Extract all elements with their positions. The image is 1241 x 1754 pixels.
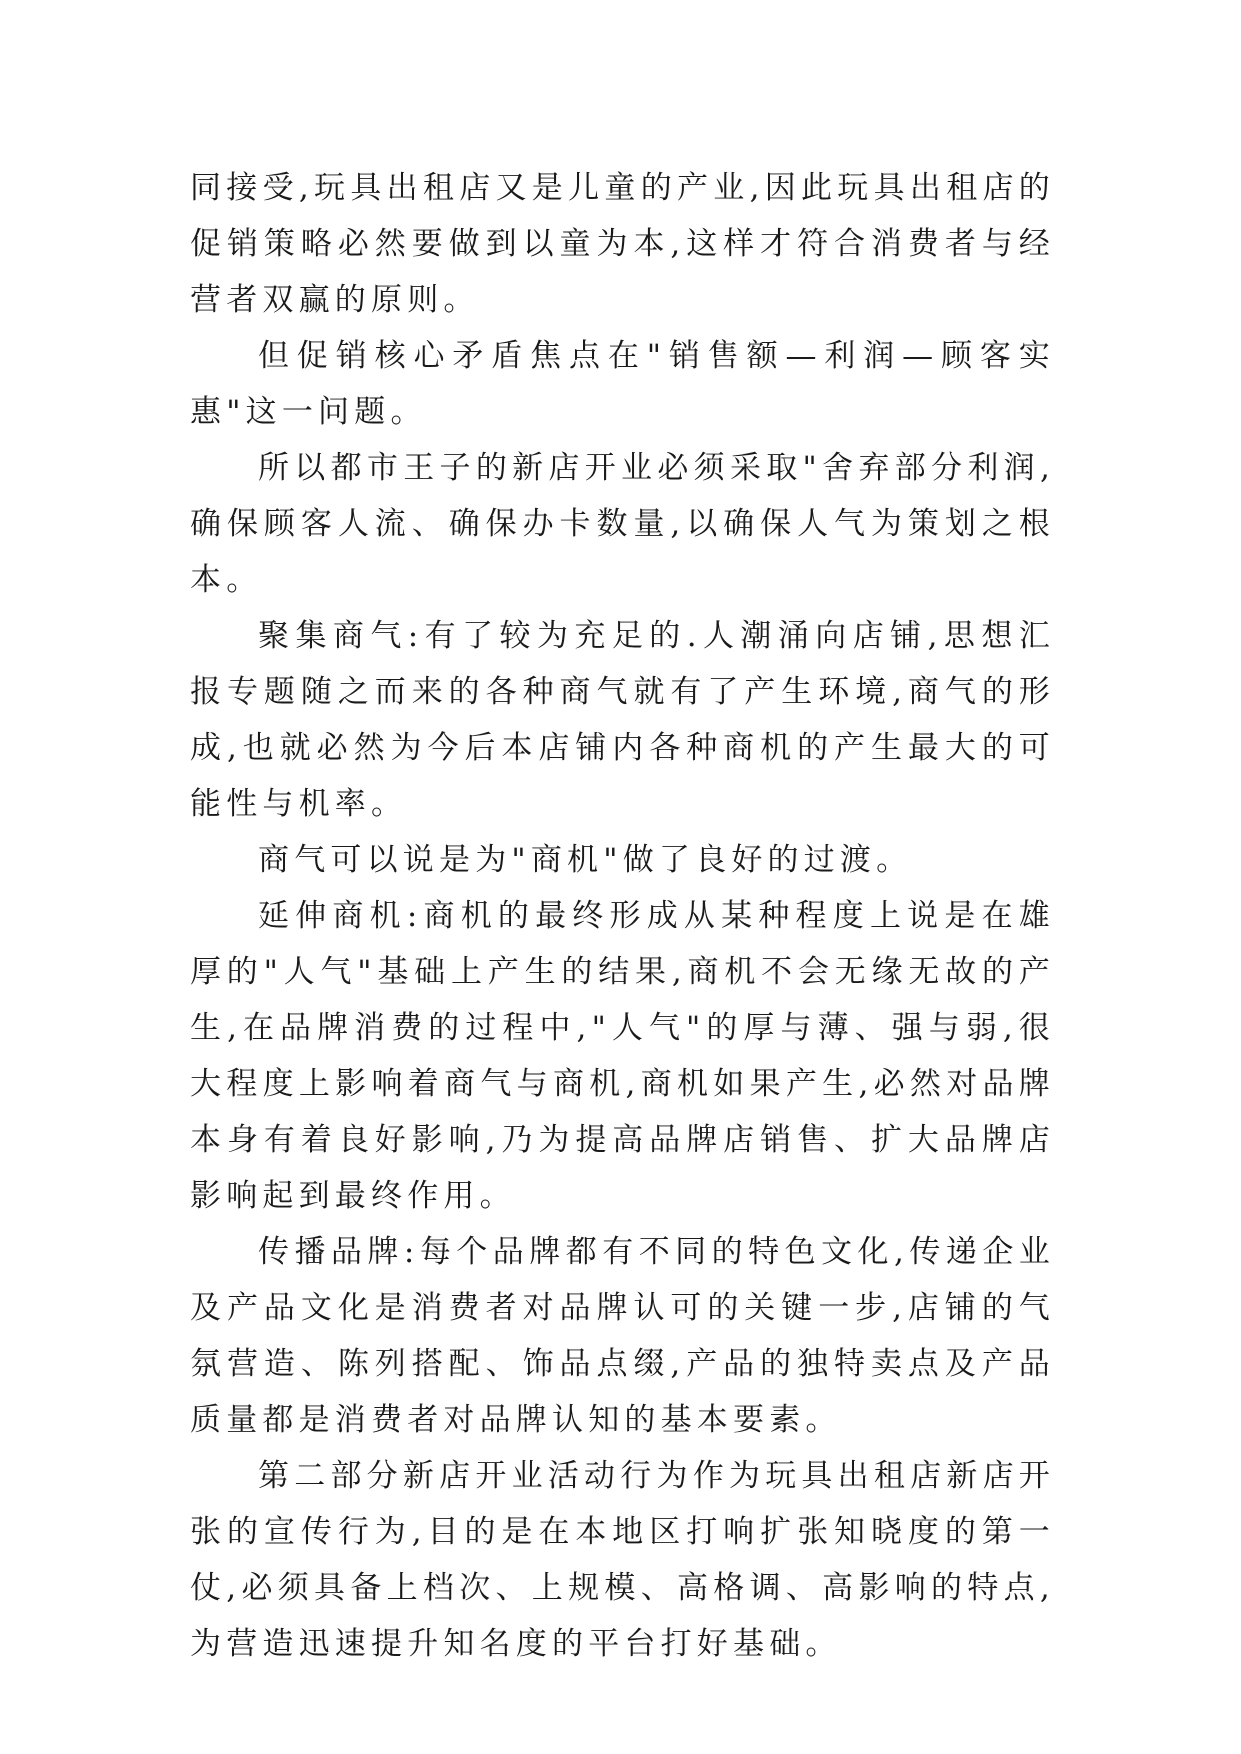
document-body <box>190 160 1055 1672</box>
paragraph-1: 同接受,玩具出租店又是儿童的产业,因此玩具出租店的促销策略必然要做到以童为本,这样才符合消费者与经营者双赢的原则。 <box>190 170 1055 318</box>
paragraph-7: 传播品牌:每个品牌都有不同的特色文化,传递企业及产品文化是消费者对品牌认可的关键一步,店铺的气氛营造、陈列搭配、饰品点缀,产品的独特卖点及产品质量都是消费者对品牌认知的基本要素。 <box>190 1234 1055 1438</box>
paragraph-4: 聚集商气:有了较为充足的.人潮涌向店铺,思想汇报专题随之而来的各种商气就有了产生环境,商气的形成,也就必然为今后本店铺内各种商机的产生最大的可能性与机率。 <box>190 618 1055 822</box>
paragraph-3: 所以都市王子的新店开业必须采取"舍弃部分利润,确保顾客人流、确保办卡数量,以确保人气为策划之根本。 <box>190 450 1055 598</box>
paragraph-2: 但促销核心矛盾焦点在"销售额—利润—顾客实惠"这一问题。 <box>190 338 1055 430</box>
paragraph-6: 延伸商机:商机的最终形成从某种程度上说是在雄厚的"人气"基础上产生的结果,商机不会无缘无故的产生,在品牌消费的过程中,"人气"的厚与薄、强与弱,很大程度上影响着商气与商机,商机如果产生,必然对品牌本身有着良好影响,乃为提高品牌店销售、扩大品牌店影响起到最终作用。 <box>190 898 1055 1214</box>
paragraph-8: 第二部分新店开业活动行为作为玩具出租店新店开张的宣传行为,目的是在本地区打响扩张知晓度的第一仗,必须具备上档次、上规模、高格调、高影响的特点,为营造迅速提升知名度的平台打好基础。 <box>190 1458 1055 1662</box>
paragraph-5: 商气可以说是为"商机"做了良好的过渡。 <box>258 842 913 878</box>
